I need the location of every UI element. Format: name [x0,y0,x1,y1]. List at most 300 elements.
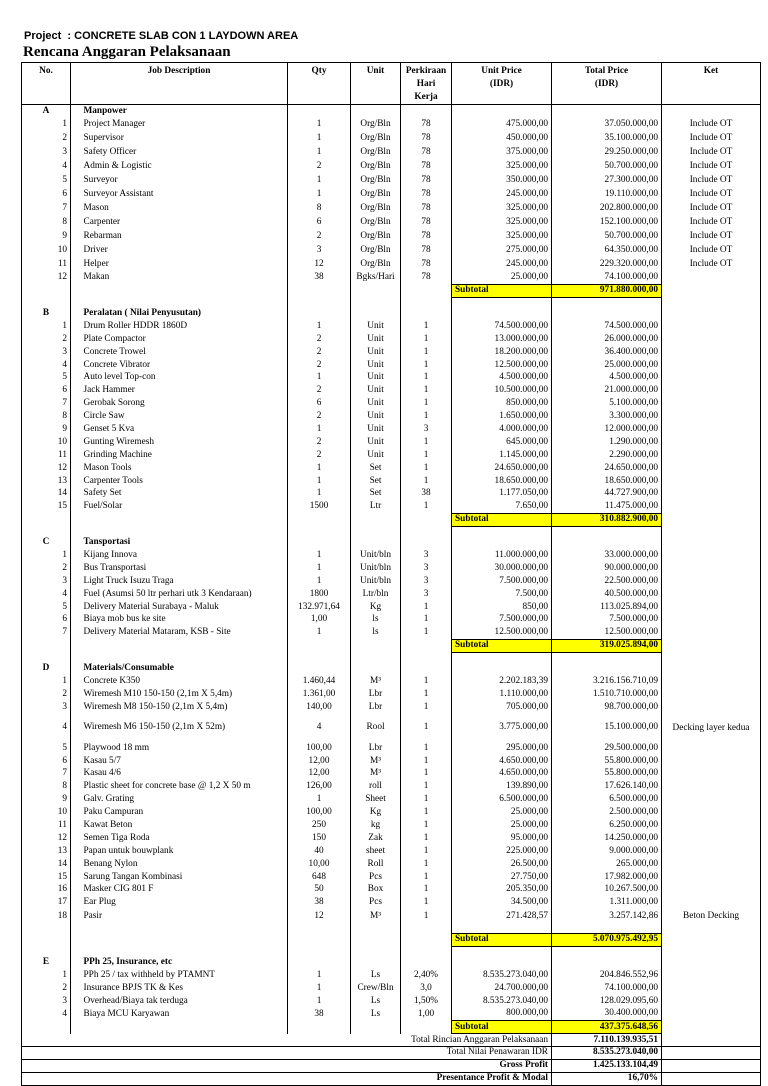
item-qty: 1.460,44 [288,675,351,688]
cell-empty [22,923,71,933]
table-row [22,159,761,173]
item-unit: Sheet [351,793,401,806]
item-number: 12 [22,271,71,284]
item-unit-price: 7.500.000,00 [452,575,552,588]
item-qty: 250 [288,819,351,832]
item-qty: 12,00 [288,768,351,781]
item-number: 4 [22,159,71,173]
item-total-price: 6.250.000,00 [552,819,662,832]
item-hari-kerja: 78 [401,131,452,145]
cell-empty [71,173,81,187]
item-hari-kerja: 1 [401,449,452,462]
cell-empty [662,1072,761,1085]
header-qty: Qty [288,63,351,105]
item-unit: Kg [351,806,401,819]
cell-empty [288,946,351,956]
item-unit-price: 25.000,00 [452,806,552,819]
item-unit: Unit [351,333,401,346]
item-unit-price: 11.000.000,00 [452,549,552,562]
table-row [22,995,761,1008]
item-qty: 1 [288,131,351,145]
table-row [22,675,761,688]
summary-row [22,1072,761,1085]
item-total-price: 44.727.900,00 [552,488,662,501]
item-ket [662,688,761,701]
cell-empty [71,688,81,701]
item-description: Delivery Material Mataram, KSB - Site [81,627,288,640]
cell-empty [71,297,81,307]
item-description: Biaya MCU Karyawan [81,1008,288,1021]
cell-empty [552,526,662,536]
table-row [22,575,761,588]
item-unit-price: 1.145.000,00 [452,449,552,462]
table-row [22,701,761,714]
cell-empty [401,652,452,662]
subtotal-row [22,513,761,526]
item-hari-kerja: 1 [401,688,452,701]
item-ket [662,410,761,423]
cell-empty [552,105,662,118]
item-unit: sheet [351,845,401,858]
cell-empty [452,662,552,675]
cell-empty [71,806,81,819]
item-total-price: 27.300.000,00 [552,173,662,187]
item-unit-price: 24.650.000,00 [452,462,552,475]
item-description: Delivery Material Surabaya - Maluk [81,601,288,614]
item-description: Grinding Machine [81,449,288,462]
cell-empty [71,346,81,359]
table-row [22,793,761,806]
cell-empty [351,933,401,946]
item-number: 2 [22,688,71,701]
item-hari-kerja: 1 [401,501,452,514]
item-unit-price: 1.650.000,00 [452,410,552,423]
table-row [22,549,761,562]
item-qty: 1 [288,462,351,475]
item-ket [662,845,761,858]
subtotal-row [22,933,761,946]
cell-empty [71,423,81,436]
item-unit: M³ [351,755,401,768]
item-description: Light Truck Isuzu Traga [81,575,288,588]
cell-empty [662,307,761,320]
item-ket: Include OT [662,117,761,131]
item-qty: 12 [288,257,351,271]
item-qty: 1800 [288,588,351,601]
table-row [22,333,761,346]
cell-empty [452,956,552,969]
item-qty: 1 [288,969,351,982]
item-qty: 38 [288,271,351,284]
item-total-price: 98.700.000,00 [552,701,662,714]
section-header-row [22,536,761,549]
subtotal-label: Subtotal [452,639,552,652]
summary-value: 16,70% [552,1072,662,1085]
item-number: 1 [22,549,71,562]
subtotal-label: Subtotal [452,1021,552,1034]
cell-empty [71,588,81,601]
item-unit-price: 275.000,00 [452,243,552,257]
item-hari-kerja: 1 [401,436,452,449]
item-total-price: 74.500.000,00 [552,320,662,333]
item-unit: Unit [351,320,401,333]
item-ket [662,995,761,1008]
item-unit: Org/Bln [351,257,401,271]
item-number: 3 [22,995,71,1008]
item-unit-price: 800.000,00 [452,1008,552,1021]
table-row [22,781,761,794]
item-ket [662,488,761,501]
item-description: Paku Campuran [81,806,288,819]
item-hari-kerja: 78 [401,173,452,187]
header-unit-price-line: Unit Price [481,66,522,76]
item-unit: Org/Bln [351,131,401,145]
summary-row [22,1047,761,1060]
item-ket [662,423,761,436]
item-total-price: 17.982.000,00 [552,871,662,884]
item-unit-price: 850.000,00 [452,397,552,410]
item-description: Genset 5 Kva [81,423,288,436]
item-ket [662,562,761,575]
item-unit-price: 375.000,00 [452,145,552,159]
cell-empty [71,229,81,243]
cell-empty [452,946,552,956]
cell-empty [71,832,81,845]
cell-empty [662,923,761,933]
cell-empty [71,768,81,781]
item-description: Kasau 4/6 [81,768,288,781]
item-qty: 1 [288,145,351,159]
item-unit-price: 7.500.000,00 [452,614,552,627]
item-ket [662,884,761,897]
item-hari-kerja: 1 [401,346,452,359]
item-total-price: 204.846.552,96 [552,969,662,982]
item-number: 18 [22,909,71,923]
item-total-price: 74.100.000,00 [552,271,662,284]
item-unit: Zak [351,832,401,845]
item-total-price: 50.700.000,00 [552,159,662,173]
cell-empty [71,243,81,257]
item-ket: Include OT [662,187,761,201]
cell-empty [71,462,81,475]
summary-row [22,1034,761,1047]
item-unit: Roll [351,858,401,871]
subtotal-row [22,639,761,652]
item-hari-kerja: 1 [401,601,452,614]
item-hari-kerja: 78 [401,257,452,271]
item-unit: Org/Bln [351,243,401,257]
item-hari-kerja: 78 [401,271,452,284]
item-ket [662,359,761,372]
cell-empty [71,333,81,346]
item-ket [662,601,761,614]
cell-empty [662,1047,761,1060]
item-unit: Org/Bln [351,229,401,243]
item-unit-price: 325.000,00 [452,215,552,229]
item-number: 2 [22,333,71,346]
item-description: Safety Set [81,488,288,501]
cell-empty [288,536,351,549]
item-unit-price: 4.650.000,00 [452,755,552,768]
item-hari-kerja: 38 [401,488,452,501]
item-unit-price: 245.000,00 [452,187,552,201]
table-row [22,359,761,372]
item-unit-price: 12.500.000,00 [452,359,552,372]
item-description: Ear Plug [81,897,288,910]
item-total-price: 1.510.710.000,00 [552,688,662,701]
item-unit-price: 7.650,00 [452,501,552,514]
item-description: Concrete Vibrator [81,359,288,372]
item-unit: Org/Bln [351,145,401,159]
document-title: Rencana Anggaran Pelaksanaan [23,44,231,60]
cell-empty [351,1021,401,1034]
cell-empty [81,1021,288,1034]
cell-empty [662,946,761,956]
item-hari-kerja: 78 [401,201,452,215]
item-qty: 1 [288,982,351,995]
item-qty: 4 [288,714,351,742]
project-label: Project [24,30,62,42]
cell-empty [81,284,288,297]
item-unit: Lbr [351,701,401,714]
item-unit: Pcs [351,897,401,910]
item-unit-price: 8.535.273.040,00 [452,995,552,1008]
table-body [22,105,761,1086]
table-row [22,462,761,475]
cell-empty [71,1021,81,1034]
cell-empty [71,271,81,284]
item-total-price: 40.500.000,00 [552,588,662,601]
table-row [22,871,761,884]
cell-empty [401,923,452,933]
item-ket [662,372,761,385]
item-qty: 38 [288,1008,351,1021]
cell-empty [71,159,81,173]
item-unit-price: 1.110.000,00 [452,688,552,701]
item-hari-kerja: 3 [401,423,452,436]
item-ket [662,501,761,514]
item-description: Wiremesh M6 150-150 (2,1m X 52m) [81,714,288,742]
item-total-price: 74.100.000,00 [552,982,662,995]
summary-value: 1.425.133.104,49 [552,1059,662,1072]
item-qty: 132.971,64 [288,601,351,614]
item-ket [662,793,761,806]
item-qty: 12 [288,909,351,923]
cell-empty [662,652,761,662]
cell-empty [288,956,351,969]
summary-label: Gross Profit [22,1059,552,1072]
item-hari-kerja: 3 [401,575,452,588]
item-number: 5 [22,601,71,614]
item-unit-price: 1.177.050,00 [452,488,552,501]
item-number: 1 [22,969,71,982]
cell-empty [452,652,552,662]
item-total-price: 15.100.000,00 [552,714,662,742]
item-qty: 8 [288,201,351,215]
table-row [22,806,761,819]
item-unit: Bgks/Hari [351,271,401,284]
section-code: E [22,956,71,969]
item-unit-price: 18.650.000,00 [452,475,552,488]
item-unit: Unit [351,385,401,398]
cell-empty [71,145,81,159]
table-row [22,117,761,131]
section-code: D [22,662,71,675]
item-total-price: 12.500.000,00 [552,627,662,640]
item-qty: 6 [288,397,351,410]
item-total-price: 14.250.000,00 [552,832,662,845]
item-qty: 2 [288,159,351,173]
header-hari-line: Hari [416,79,436,89]
item-hari-kerja: 1 [401,806,452,819]
item-number: 16 [22,884,71,897]
cell-empty [401,307,452,320]
item-description: Semen Tiga Roda [81,832,288,845]
item-hari-kerja: 1 [401,614,452,627]
cell-empty [662,662,761,675]
cell-empty [288,662,351,675]
item-ket [662,575,761,588]
item-total-price: 6.500.000,00 [552,793,662,806]
item-qty: 1,00 [288,614,351,627]
item-description: Fuel (Asumsi 50 ltr perhari utk 3 Kendaraan) [81,588,288,601]
item-hari-kerja: 1 [401,909,452,923]
cell-empty [71,549,81,562]
item-hari-kerja: 1 [401,897,452,910]
item-ket: Include OT [662,229,761,243]
item-hari-kerja: 1 [401,701,452,714]
cell-empty [552,307,662,320]
item-description: Fuel/Solar [81,501,288,514]
item-description: Admin & Logistic [81,159,288,173]
cell-empty [401,513,452,526]
item-ket: Include OT [662,215,761,229]
table-row [22,982,761,995]
item-qty: 6 [288,215,351,229]
item-total-price: 29.250.000,00 [552,145,662,159]
item-hari-kerja: 1 [401,858,452,871]
item-number: 3 [22,346,71,359]
table-row [22,475,761,488]
item-ket [662,768,761,781]
item-ket [662,333,761,346]
cell-empty [71,449,81,462]
cell-empty [452,307,552,320]
item-total-price: 36.400.000,00 [552,346,662,359]
section-title: Tansportasi [81,536,288,549]
item-unit: Lbr [351,742,401,755]
item-description: Pasir [81,909,288,923]
item-number: 14 [22,488,71,501]
item-description: Kijang Innova [81,549,288,562]
table-row [22,768,761,781]
item-number: 11 [22,257,71,271]
item-ket [662,397,761,410]
section-header-row [22,662,761,675]
header-job-description: Job Description [71,63,288,105]
item-total-price: 33.000.000,00 [552,549,662,562]
item-qty: 50 [288,884,351,897]
item-total-price: 152.100.000,00 [552,215,662,229]
header-total-price-line: (IDR) [594,79,619,89]
item-ket [662,614,761,627]
item-qty: 1 [288,562,351,575]
item-qty: 40 [288,845,351,858]
item-ket: Include OT [662,257,761,271]
item-unit: Pcs [351,871,401,884]
table-row [22,257,761,271]
item-unit-price: 705.000,00 [452,701,552,714]
item-qty: 1500 [288,501,351,514]
budget-table [21,62,761,1086]
cell-empty [71,933,81,946]
cell-empty [552,662,662,675]
cell-empty [401,536,452,549]
section-header-row [22,307,761,320]
item-number: 11 [22,819,71,832]
cell-empty [71,436,81,449]
cell-empty [452,536,552,549]
item-unit-price: 6.500.000,00 [452,793,552,806]
subtotal-value: 971.880.000,00 [552,284,662,297]
item-qty: 1 [288,575,351,588]
item-unit-price: 139.890,00 [452,781,552,794]
summary-row [22,1059,761,1072]
item-unit: Unit [351,397,401,410]
item-number: 7 [22,627,71,640]
item-qty: 140,00 [288,701,351,714]
cell-empty [288,1021,351,1034]
cell-empty [71,372,81,385]
item-qty: 1 [288,488,351,501]
subtotal-label: Subtotal [452,513,552,526]
table-row [22,243,761,257]
cell-empty [351,284,401,297]
table-row [22,897,761,910]
item-description: Insurance BPJS TK & Kes [81,982,288,995]
table-header-row [22,63,761,105]
table-row [22,488,761,501]
subtotal-label: Subtotal [452,933,552,946]
cell-empty [71,675,81,688]
cell-empty [662,956,761,969]
item-unit-price: 4.000.000,00 [452,423,552,436]
table-row [22,436,761,449]
item-hari-kerja: 1 [401,333,452,346]
cell-empty [351,105,401,118]
item-unit-price: 4.500.000,00 [452,372,552,385]
spacer-row [22,297,761,307]
item-qty: 2 [288,359,351,372]
item-description: Wiremesh M8 150-150 (2,1m X 5,4m) [81,701,288,714]
item-total-price: 12.000.000,00 [552,423,662,436]
section-title: PPh 25, Insurance, etc [81,956,288,969]
cell-empty [81,639,288,652]
cell-empty [71,781,81,794]
item-description: Supervisor [81,131,288,145]
cell-empty [71,187,81,201]
cell-empty [401,526,452,536]
item-total-price: 11.475.000,00 [552,501,662,514]
item-hari-kerja: 3 [401,588,452,601]
section-code: C [22,536,71,549]
item-total-price: 2.500.000,00 [552,806,662,819]
item-number: 4 [22,359,71,372]
item-unit: Rool [351,714,401,742]
table-row [22,688,761,701]
cell-empty [351,297,401,307]
item-total-price: 202.800.000,00 [552,201,662,215]
